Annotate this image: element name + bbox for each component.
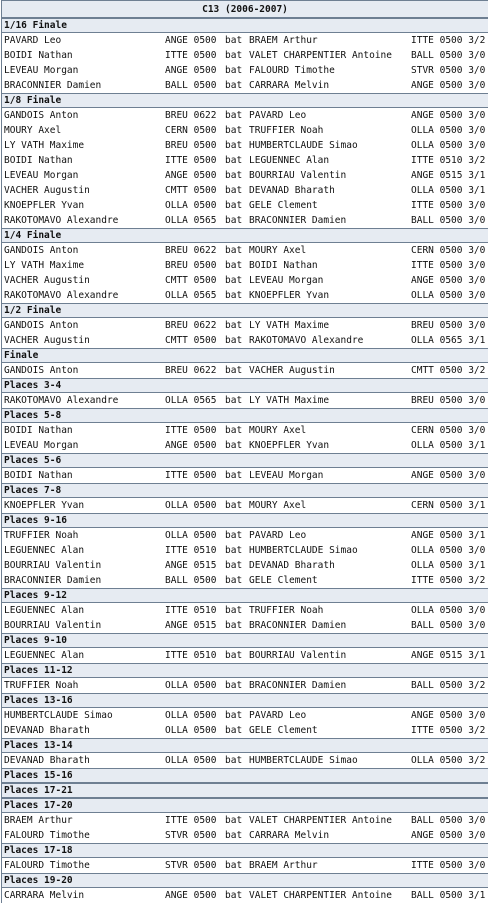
winner-name: LEVEAU Morgan bbox=[4, 440, 79, 451]
section-header: Places 15-16 bbox=[2, 768, 488, 783]
loser-club-score: OLLA 0500 3/2 bbox=[411, 755, 486, 766]
bat-word: bat bbox=[225, 815, 243, 826]
loser-club-score: BALL 0500 3/0 bbox=[411, 50, 486, 61]
match-row bbox=[2, 438, 488, 453]
loser-club-score: BALL 0500 3/0 bbox=[411, 620, 486, 631]
winner-name: FALOURD Timothe bbox=[4, 830, 90, 841]
match-row bbox=[2, 528, 488, 543]
winner-name: LY VATH Maxime bbox=[4, 140, 85, 151]
bat-word: bat bbox=[225, 170, 243, 181]
loser-name: BOURRIAU Valentin bbox=[249, 170, 347, 181]
winner-name: GANDOIS Anton bbox=[4, 365, 79, 376]
loser-name: BRACONNIER Damien bbox=[249, 215, 347, 226]
match-row bbox=[2, 423, 488, 438]
bat-word: bat bbox=[225, 830, 243, 841]
section-header: Places 11-12 bbox=[2, 663, 488, 678]
loser-club-score: ANGE 0500 3/0 bbox=[411, 80, 486, 91]
loser-club-score: CMTT 0500 3/2 bbox=[411, 365, 486, 376]
match-row bbox=[2, 48, 488, 63]
section-header: Places 13-16 bbox=[2, 693, 488, 708]
winner-name: BRACONNIER Damien bbox=[4, 575, 102, 586]
loser-name: DEVANAD Bharath bbox=[249, 185, 335, 196]
winner-club: STVR 0500 bbox=[165, 830, 217, 841]
match-row bbox=[2, 723, 488, 738]
bat-word: bat bbox=[225, 605, 243, 616]
loser-name: CARRARA Melvin bbox=[249, 80, 330, 91]
match-row bbox=[2, 333, 488, 348]
bat-word: bat bbox=[225, 680, 243, 691]
winner-name: RAKOTOMAVO Alexandre bbox=[4, 395, 119, 406]
loser-name: MOURY Axel bbox=[249, 245, 307, 256]
loser-name: BRACONNIER Damien bbox=[249, 620, 347, 631]
loser-name: BRAEM Arthur bbox=[249, 860, 318, 871]
winner-name: GANDOIS Anton bbox=[4, 245, 79, 256]
winner-club: OLLA 0500 bbox=[165, 725, 217, 736]
loser-name: BRAEM Arthur bbox=[249, 35, 318, 46]
match-row bbox=[2, 123, 488, 138]
match-row bbox=[2, 243, 488, 258]
sheet-title: C13 (2006-2007) bbox=[2, 0, 488, 18]
section-header: Places 17-21 bbox=[2, 783, 488, 798]
match-row bbox=[2, 573, 488, 588]
loser-club-score: ITTE 0500 3/2 bbox=[411, 725, 486, 736]
winner-club: ITTE 0510 bbox=[165, 605, 217, 616]
match-row bbox=[2, 603, 488, 618]
bat-word: bat bbox=[225, 425, 243, 436]
loser-name: PAVARD Leo bbox=[249, 530, 307, 541]
loser-name: MOURY Axel bbox=[249, 500, 307, 511]
loser-club-score: ANGE 0500 3/0 bbox=[411, 470, 486, 481]
loser-name: PAVARD Leo bbox=[249, 710, 307, 721]
bat-word: bat bbox=[225, 545, 243, 556]
loser-club-score: OLLA 0500 3/1 bbox=[411, 440, 486, 451]
loser-club-score: BALL 0500 3/2 bbox=[411, 680, 486, 691]
match-row bbox=[2, 153, 488, 168]
match-row bbox=[2, 753, 488, 768]
winner-club: OLLA 0500 bbox=[165, 530, 217, 541]
loser-name: VACHER Augustin bbox=[249, 365, 335, 376]
winner-club: CERN 0500 bbox=[165, 125, 217, 136]
section-header: 1/8 Finale bbox=[2, 93, 488, 108]
winner-name: BOIDI Nathan bbox=[4, 50, 73, 61]
bat-word: bat bbox=[225, 155, 243, 166]
winner-name: PAVARD Leo bbox=[4, 35, 62, 46]
loser-name: CARRARA Melvin bbox=[249, 830, 330, 841]
winner-name: VACHER Augustin bbox=[4, 275, 90, 286]
winner-name: TRUFFIER Noah bbox=[4, 680, 79, 691]
match-row bbox=[2, 363, 488, 378]
match-row bbox=[2, 618, 488, 633]
bat-word: bat bbox=[225, 575, 243, 586]
winner-name: MOURY Axel bbox=[4, 125, 62, 136]
winner-club: BREU 0500 bbox=[165, 140, 217, 151]
match-row bbox=[2, 213, 488, 228]
section-header: Places 13-14 bbox=[2, 738, 488, 753]
bat-word: bat bbox=[225, 125, 243, 136]
match-row bbox=[2, 888, 488, 903]
winner-name: LEVEAU Morgan bbox=[4, 170, 79, 181]
match-row bbox=[2, 318, 488, 333]
loser-club-score: BREU 0500 3/0 bbox=[411, 320, 486, 331]
winner-club: ITTE 0500 bbox=[165, 155, 217, 166]
loser-name: LEGUENNEC Alan bbox=[249, 155, 330, 166]
loser-name: BOIDI Nathan bbox=[249, 260, 318, 271]
section-header: Places 9-10 bbox=[2, 633, 488, 648]
section-header: Places 5-6 bbox=[2, 453, 488, 468]
loser-name: TRUFFIER Noah bbox=[249, 125, 324, 136]
bat-word: bat bbox=[225, 275, 243, 286]
bat-word: bat bbox=[225, 890, 243, 901]
winner-name: BRACONNIER Damien bbox=[4, 80, 102, 91]
bat-word: bat bbox=[225, 365, 243, 376]
winner-club: ANGE 0500 bbox=[165, 890, 217, 901]
loser-name: FALOURD Timothe bbox=[249, 65, 335, 76]
section-header: Places 9-12 bbox=[2, 588, 488, 603]
winner-name: TRUFFIER Noah bbox=[4, 530, 79, 541]
match-row bbox=[2, 678, 488, 693]
section-header: Places 7-8 bbox=[2, 483, 488, 498]
bat-word: bat bbox=[225, 860, 243, 871]
match-row bbox=[2, 708, 488, 723]
loser-club-score: OLLA 0500 3/0 bbox=[411, 605, 486, 616]
loser-name: HUMBERTCLAUDE Simao bbox=[249, 140, 358, 151]
winner-club: ANGE 0500 bbox=[165, 440, 217, 451]
winner-club: OLLA 0565 bbox=[165, 215, 217, 226]
winner-club: BALL 0500 bbox=[165, 80, 217, 91]
winner-club: OLLA 0565 bbox=[165, 395, 217, 406]
match-row bbox=[2, 468, 488, 483]
match-row bbox=[2, 33, 488, 48]
winner-club: OLLA 0500 bbox=[165, 710, 217, 721]
loser-club-score: BREU 0500 3/0 bbox=[411, 395, 486, 406]
winner-club: STVR 0500 bbox=[165, 860, 217, 871]
bat-word: bat bbox=[225, 440, 243, 451]
loser-club-score: OLLA 0565 3/1 bbox=[411, 335, 486, 346]
bat-word: bat bbox=[225, 215, 243, 226]
bat-word: bat bbox=[225, 500, 243, 511]
loser-name: KNOEPFLER Yvan bbox=[249, 440, 330, 451]
loser-name: KNOEPFLER Yvan bbox=[249, 290, 330, 301]
match-row bbox=[2, 78, 488, 93]
winner-club: BREU 0622 bbox=[165, 365, 217, 376]
match-row bbox=[2, 258, 488, 273]
match-row bbox=[2, 198, 488, 213]
loser-club-score: OLLA 0500 3/1 bbox=[411, 560, 486, 571]
match-row bbox=[2, 138, 488, 153]
loser-name: HUMBERTCLAUDE Simao bbox=[249, 545, 358, 556]
winner-name: GANDOIS Anton bbox=[4, 320, 79, 331]
loser-club-score: OLLA 0500 3/1 bbox=[411, 185, 486, 196]
winner-club: ANGE 0515 bbox=[165, 560, 217, 571]
section-header: 1/2 Finale bbox=[2, 303, 488, 318]
section-header: Places 17-18 bbox=[2, 843, 488, 858]
winner-name: LY VATH Maxime bbox=[4, 260, 85, 271]
loser-name: TRUFFIER Noah bbox=[249, 605, 324, 616]
loser-name: HUMBERTCLAUDE Simao bbox=[249, 755, 358, 766]
loser-club-score: BALL 0500 3/1 bbox=[411, 890, 486, 901]
match-row bbox=[2, 828, 488, 843]
winner-name: KNOEPFLER Yvan bbox=[4, 500, 85, 511]
match-row bbox=[2, 273, 488, 288]
section-header: Places 17-20 bbox=[2, 798, 488, 813]
match-row bbox=[2, 813, 488, 828]
loser-club-score: ITTE 0500 3/0 bbox=[411, 260, 486, 271]
match-row bbox=[2, 108, 488, 123]
winner-name: VACHER Augustin bbox=[4, 335, 90, 346]
bat-word: bat bbox=[225, 725, 243, 736]
bat-word: bat bbox=[225, 470, 243, 481]
loser-club-score: ANGE 0500 3/0 bbox=[411, 110, 486, 121]
loser-club-score: ANGE 0500 3/1 bbox=[411, 530, 486, 541]
winner-club: ANGE 0500 bbox=[165, 35, 217, 46]
winner-club: BREU 0622 bbox=[165, 245, 217, 256]
bat-word: bat bbox=[225, 335, 243, 346]
loser-club-score: OLLA 0500 3/0 bbox=[411, 290, 486, 301]
winner-club: BALL 0500 bbox=[165, 575, 217, 586]
winner-club: ITTE 0500 bbox=[165, 50, 217, 61]
bat-word: bat bbox=[225, 35, 243, 46]
loser-club-score: ITTE 0510 3/2 bbox=[411, 155, 486, 166]
loser-club-score: OLLA 0500 3/0 bbox=[411, 545, 486, 556]
winner-name: VACHER Augustin bbox=[4, 185, 90, 196]
bat-word: bat bbox=[225, 185, 243, 196]
loser-name: DEVANAD Bharath bbox=[249, 560, 335, 571]
loser-club-score: CERN 0500 3/0 bbox=[411, 425, 486, 436]
winner-name: BOIDI Nathan bbox=[4, 470, 73, 481]
winner-club: ITTE 0500 bbox=[165, 425, 217, 436]
loser-club-score: ANGE 0515 3/1 bbox=[411, 170, 486, 181]
bat-word: bat bbox=[225, 320, 243, 331]
winner-club: ANGE 0515 bbox=[165, 620, 217, 631]
section-header: Finale bbox=[2, 348, 488, 363]
winner-club: OLLA 0500 bbox=[165, 200, 217, 211]
loser-club-score: ITTE 0500 3/2 bbox=[411, 575, 486, 586]
loser-name: BOURRIAU Valentin bbox=[249, 650, 347, 661]
bat-word: bat bbox=[225, 50, 243, 61]
bat-word: bat bbox=[225, 245, 243, 256]
loser-club-score: ANGE 0515 3/1 bbox=[411, 650, 486, 661]
loser-club-score: OLLA 0500 3/0 bbox=[411, 140, 486, 151]
loser-name: LEVEAU Morgan bbox=[249, 275, 324, 286]
bat-word: bat bbox=[225, 620, 243, 631]
match-row bbox=[2, 288, 488, 303]
winner-club: ITTE 0500 bbox=[165, 470, 217, 481]
match-row bbox=[2, 558, 488, 573]
winner-name: LEVEAU Morgan bbox=[4, 65, 79, 76]
section-header: 1/16 Finale bbox=[2, 18, 488, 33]
section-header: Places 9-16 bbox=[2, 513, 488, 528]
winner-name: LEGUENNEC Alan bbox=[4, 605, 85, 616]
winner-club: CMTT 0500 bbox=[165, 335, 217, 346]
winner-club: CMTT 0500 bbox=[165, 185, 217, 196]
loser-name: GELE Clement bbox=[249, 575, 318, 586]
bat-word: bat bbox=[225, 560, 243, 571]
bat-word: bat bbox=[225, 200, 243, 211]
match-row bbox=[2, 648, 488, 663]
winner-club: OLLA 0565 bbox=[165, 290, 217, 301]
loser-club-score: ITTE 0500 3/0 bbox=[411, 860, 486, 871]
loser-name: LEVEAU Morgan bbox=[249, 470, 324, 481]
winner-name: HUMBERTCLAUDE Simao bbox=[4, 710, 113, 721]
match-row bbox=[2, 168, 488, 183]
winner-name: BOURRIAU Valentin bbox=[4, 560, 102, 571]
section-header: 1/4 Finale bbox=[2, 228, 488, 243]
winner-name: CARRARA Melvin bbox=[4, 890, 85, 901]
winner-club: ANGE 0500 bbox=[165, 170, 217, 181]
loser-club-score: OLLA 0500 3/0 bbox=[411, 125, 486, 136]
sections-container bbox=[2, 18, 488, 903]
loser-club-score: BALL 0500 3/0 bbox=[411, 215, 486, 226]
winner-club: OLLA 0500 bbox=[165, 755, 217, 766]
winner-club: OLLA 0500 bbox=[165, 680, 217, 691]
bat-word: bat bbox=[225, 260, 243, 271]
winner-club: ITTE 0510 bbox=[165, 545, 217, 556]
winner-club: BREU 0622 bbox=[165, 110, 217, 121]
winner-name: KNOEPFLER Yvan bbox=[4, 200, 85, 211]
winner-name: DEVANAD Bharath bbox=[4, 755, 90, 766]
winner-club: CMTT 0500 bbox=[165, 275, 217, 286]
bat-word: bat bbox=[225, 395, 243, 406]
bat-word: bat bbox=[225, 110, 243, 121]
bat-word: bat bbox=[225, 530, 243, 541]
loser-club-score: ANGE 0500 3/0 bbox=[411, 275, 486, 286]
winner-name: LEGUENNEC Alan bbox=[4, 650, 85, 661]
winner-club: ITTE 0510 bbox=[165, 650, 217, 661]
winner-name: DEVANAD Bharath bbox=[4, 725, 90, 736]
section-header: Places 5-8 bbox=[2, 408, 488, 423]
loser-name: VALET CHARPENTIER Antoine bbox=[249, 50, 392, 61]
match-row bbox=[2, 183, 488, 198]
loser-name: VALET CHARPENTIER Antoine bbox=[249, 890, 392, 901]
bat-word: bat bbox=[225, 290, 243, 301]
bat-word: bat bbox=[225, 140, 243, 151]
section-header: Places 19-20 bbox=[2, 873, 488, 888]
bat-word: bat bbox=[225, 710, 243, 721]
match-row bbox=[2, 393, 488, 408]
match-row bbox=[2, 498, 488, 513]
loser-club-score: CERN 0500 3/0 bbox=[411, 245, 486, 256]
loser-name: GELE Clement bbox=[249, 725, 318, 736]
match-row bbox=[2, 63, 488, 78]
winner-name: BRAEM Arthur bbox=[4, 815, 73, 826]
loser-name: RAKOTOMAVO Alexandre bbox=[249, 335, 364, 346]
winner-name: GANDOIS Anton bbox=[4, 110, 79, 121]
winner-name: RAKOTOMAVO Alexandre bbox=[4, 215, 119, 226]
match-row bbox=[2, 543, 488, 558]
results-sheet bbox=[1, 0, 488, 903]
loser-club-score: CERN 0500 3/1 bbox=[411, 500, 486, 511]
winner-club: BREU 0622 bbox=[165, 320, 217, 331]
winner-name: BOIDI Nathan bbox=[4, 155, 73, 166]
loser-name: BRACONNIER Damien bbox=[249, 680, 347, 691]
loser-name: PAVARD Leo bbox=[249, 110, 307, 121]
loser-name: MOURY Axel bbox=[249, 425, 307, 436]
winner-name: LEGUENNEC Alan bbox=[4, 545, 85, 556]
loser-club-score: ITTE 0500 3/2 bbox=[411, 35, 486, 46]
loser-name: VALET CHARPENTIER Antoine bbox=[249, 815, 392, 826]
winner-club: OLLA 0500 bbox=[165, 500, 217, 511]
loser-club-score: ANGE 0500 3/0 bbox=[411, 830, 486, 841]
section-header: Places 3-4 bbox=[2, 378, 488, 393]
bat-word: bat bbox=[225, 65, 243, 76]
winner-name: FALOURD Timothe bbox=[4, 860, 90, 871]
loser-club-score: ANGE 0500 3/0 bbox=[411, 710, 486, 721]
bat-word: bat bbox=[225, 650, 243, 661]
bat-word: bat bbox=[225, 80, 243, 91]
loser-name: LY VATH Maxime bbox=[249, 395, 330, 406]
loser-club-score: STVR 0500 3/0 bbox=[411, 65, 486, 76]
loser-club-score: ITTE 0500 3/0 bbox=[411, 200, 486, 211]
loser-name: GELE Clement bbox=[249, 200, 318, 211]
loser-club-score: BALL 0500 3/0 bbox=[411, 815, 486, 826]
winner-club: ANGE 0500 bbox=[165, 65, 217, 76]
winner-name: BOURRIAU Valentin bbox=[4, 620, 102, 631]
winner-club: ITTE 0500 bbox=[165, 815, 217, 826]
winner-club: BREU 0500 bbox=[165, 260, 217, 271]
winner-name: BOIDI Nathan bbox=[4, 425, 73, 436]
match-row bbox=[2, 858, 488, 873]
loser-name: LY VATH Maxime bbox=[249, 320, 330, 331]
winner-name: RAKOTOMAVO Alexandre bbox=[4, 290, 119, 301]
bat-word: bat bbox=[225, 755, 243, 766]
